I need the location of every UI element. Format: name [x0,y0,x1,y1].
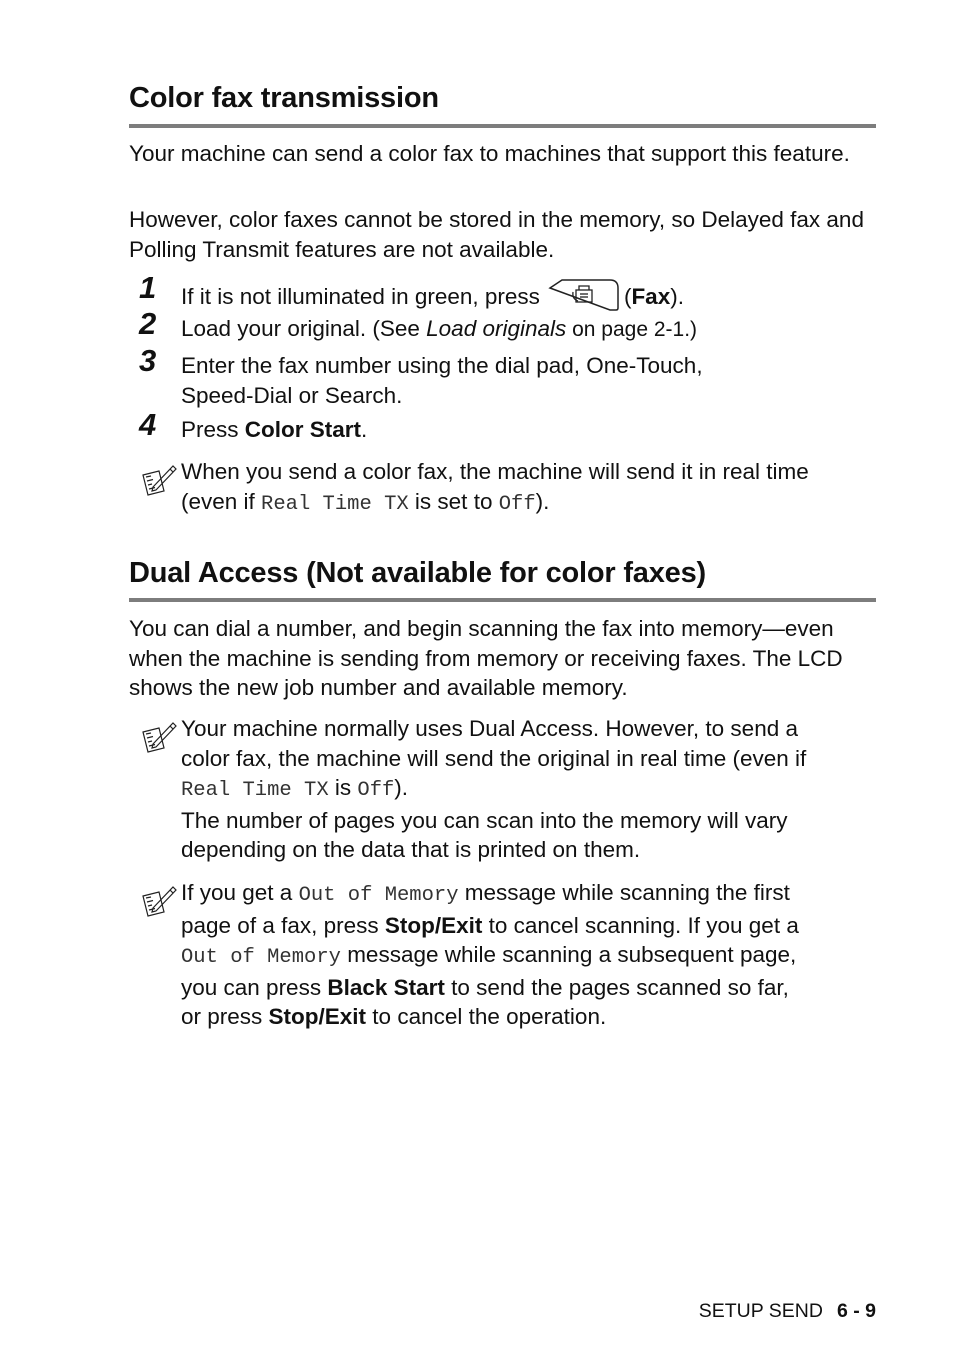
step-3 [129,343,876,411]
note-color-fax [129,457,876,519]
section-rule [129,124,876,128]
page-number: 6 - 9 [836,1300,876,1322]
step-number: 3 [139,343,157,378]
step-2 [129,306,876,348]
lcd-setting: Real Time TX [181,779,329,802]
note-text: Your machine normally uses Dual Access. However, to send a color fax, the machine will send the original in real time (even if Real Time TX is Off). The number of pages you can scan into the memory will vary depending on the data that is printed on them. [181,716,807,862]
note-dual-access [129,714,876,864]
color-start-button-label: Color Start [244,417,362,442]
section-title-color-fax: Color fax transmission [129,82,439,114]
note-pencil-icon [139,463,177,501]
section-title-dual-access: Dual Access (Not available for color faxes) [129,557,706,589]
fax-button-label: Fax [631,284,671,309]
stop-exit-button-label: Stop/Exit [268,1004,367,1029]
step-text: Enter the fax number using the dial pad, One-Touch, Speed-Dial or Search. [181,353,703,408]
cross-reference: Load originals [426,316,567,341]
note-out-of-memory [129,878,876,1028]
lcd-setting: Off [498,492,536,516]
lcd-message: Out of Memory [181,946,341,969]
paragraph: You can dial a number, and begin scanning the fax into memory—even when the machine is sending from memory or receiving faxes. The LCD shows the new job number and available memory. [129,616,843,700]
step-text: Load your original. (See Load originals on page 2-1.) [181,316,698,341]
step-number: 4 [139,407,157,442]
lcd-setting: Off [357,779,395,802]
lcd-message: Out of Memory [298,884,459,907]
black-start-button-label: Black Start [327,974,445,1000]
step-number: 1 [139,270,157,305]
step-number: 2 [139,306,157,341]
paragraph: However, color faxes cannot be stored in the memory, so Delayed fax and Polling Transmit features are not available. [129,207,864,262]
section-rule [129,598,876,602]
stop-exit-button-label: Stop/Exit [384,912,483,938]
footer-section: SETUP SEND [698,1300,823,1322]
lcd-setting: Real Time TX [261,492,409,516]
note-text: When you send a color fax, the machine will send it in real time (even if Real Time TX is set to Off). [181,459,809,516]
page-footer [699,1300,876,1323]
paragraph: Your machine can send a color fax to machines that support this feature. [129,141,850,166]
step-1 [129,270,876,312]
note-pencil-icon [139,720,177,758]
note-text: If you get a Out of Memory message while scanning the first page of a fax, press Stop/Exit to cancel scanning. If you get a Out of Memory message while scanning a subsequent page, you can press Black Start to send the pages scanned so far, or press Stop/Exit to cancel the operation. [181,880,799,1029]
step-text: Press Color Start. [181,417,368,442]
fax-button-icon [548,278,620,312]
step-text: If it is not illuminated in green, press (Fax). [181,278,871,312]
note-pencil-icon [139,884,177,922]
step-4 [129,407,876,449]
